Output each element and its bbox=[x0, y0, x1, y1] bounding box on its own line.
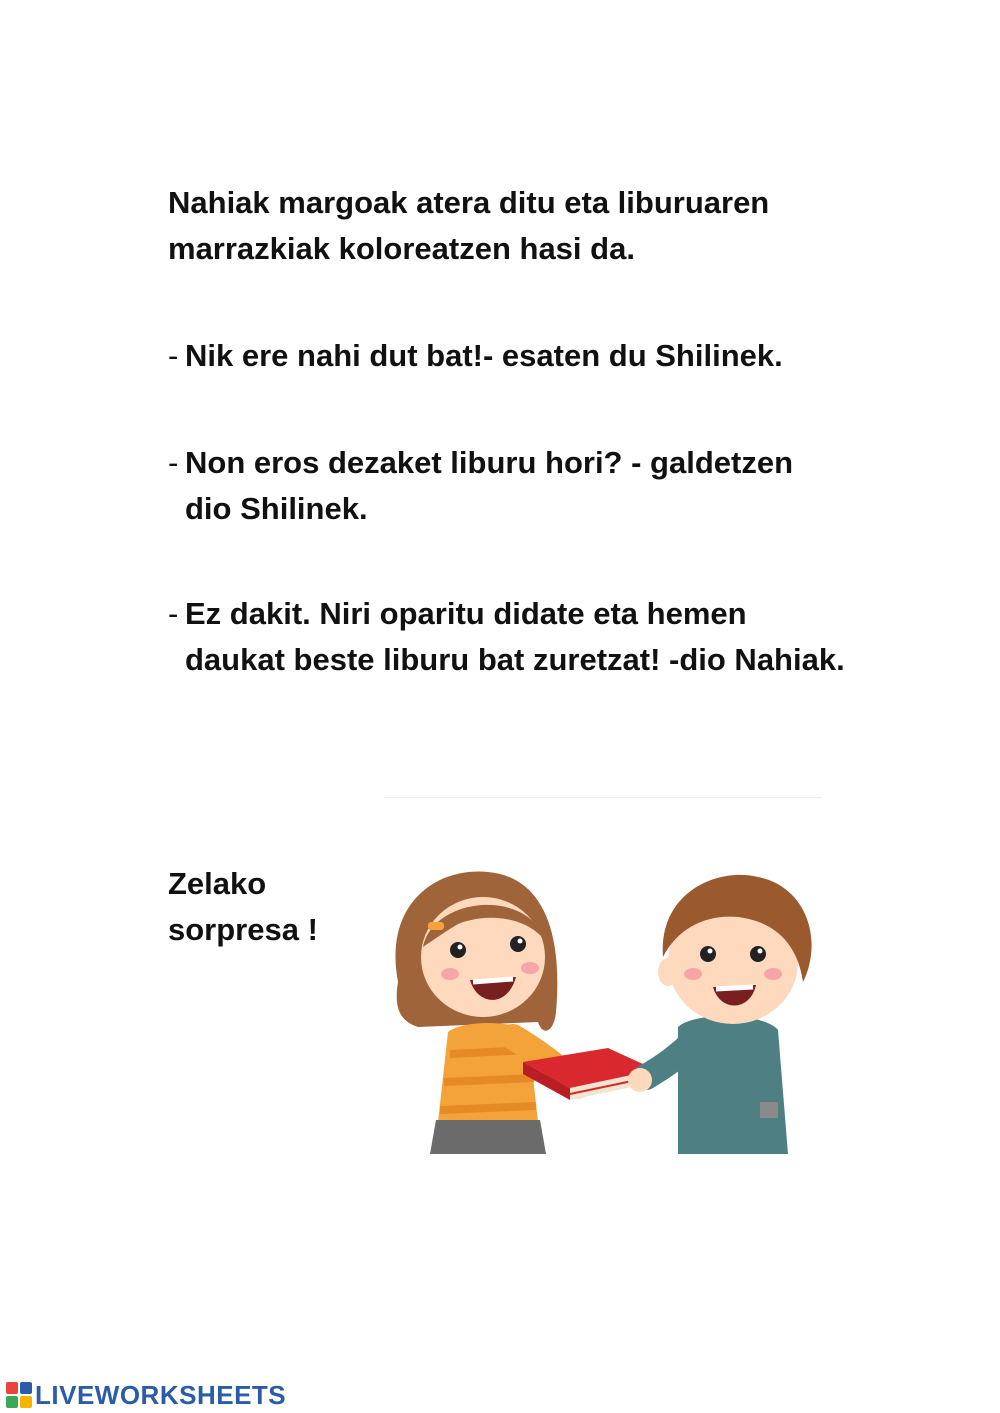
dialogue-dash: - bbox=[168, 596, 179, 631]
logo-square bbox=[20, 1396, 32, 1408]
dialogue-line-1 bbox=[168, 333, 848, 379]
dialogue-dash: - bbox=[168, 338, 179, 373]
caption-text: Zelako sorpresa ! bbox=[168, 866, 318, 947]
boy-figure bbox=[628, 875, 812, 1154]
logo-square bbox=[20, 1382, 32, 1394]
logo-text: LIVEWORKSHEETS bbox=[35, 1379, 287, 1410]
logo-square bbox=[6, 1396, 18, 1408]
divider-line bbox=[384, 797, 822, 798]
dialogue-text: Ez dakit. Niri oparitu didate eta hemen daukat beste liburu bat zuretzat! -dio Nahiak. bbox=[185, 596, 845, 677]
dialogue-dash: - bbox=[168, 445, 179, 480]
girl-figure bbox=[395, 872, 590, 1154]
dialogue-line-2 bbox=[168, 440, 848, 532]
dialogue-text: Nik ere nahi dut bat!- esaten du Shilinek. bbox=[185, 338, 783, 373]
dialogue-line-3 bbox=[168, 591, 848, 683]
logo-mark-icon bbox=[6, 1382, 32, 1408]
kids-book-illustration bbox=[378, 862, 828, 1154]
liveworksheets-logo bbox=[6, 1380, 286, 1410]
intro-paragraph: Nahiak margoak atera ditu eta liburuaren marrazkiak koloreatzen hasi da. bbox=[168, 185, 770, 266]
dialogue-text: Non eros dezaket liburu hori? - galdetzen dio Shilinek. bbox=[185, 445, 794, 526]
logo-square bbox=[6, 1382, 18, 1394]
